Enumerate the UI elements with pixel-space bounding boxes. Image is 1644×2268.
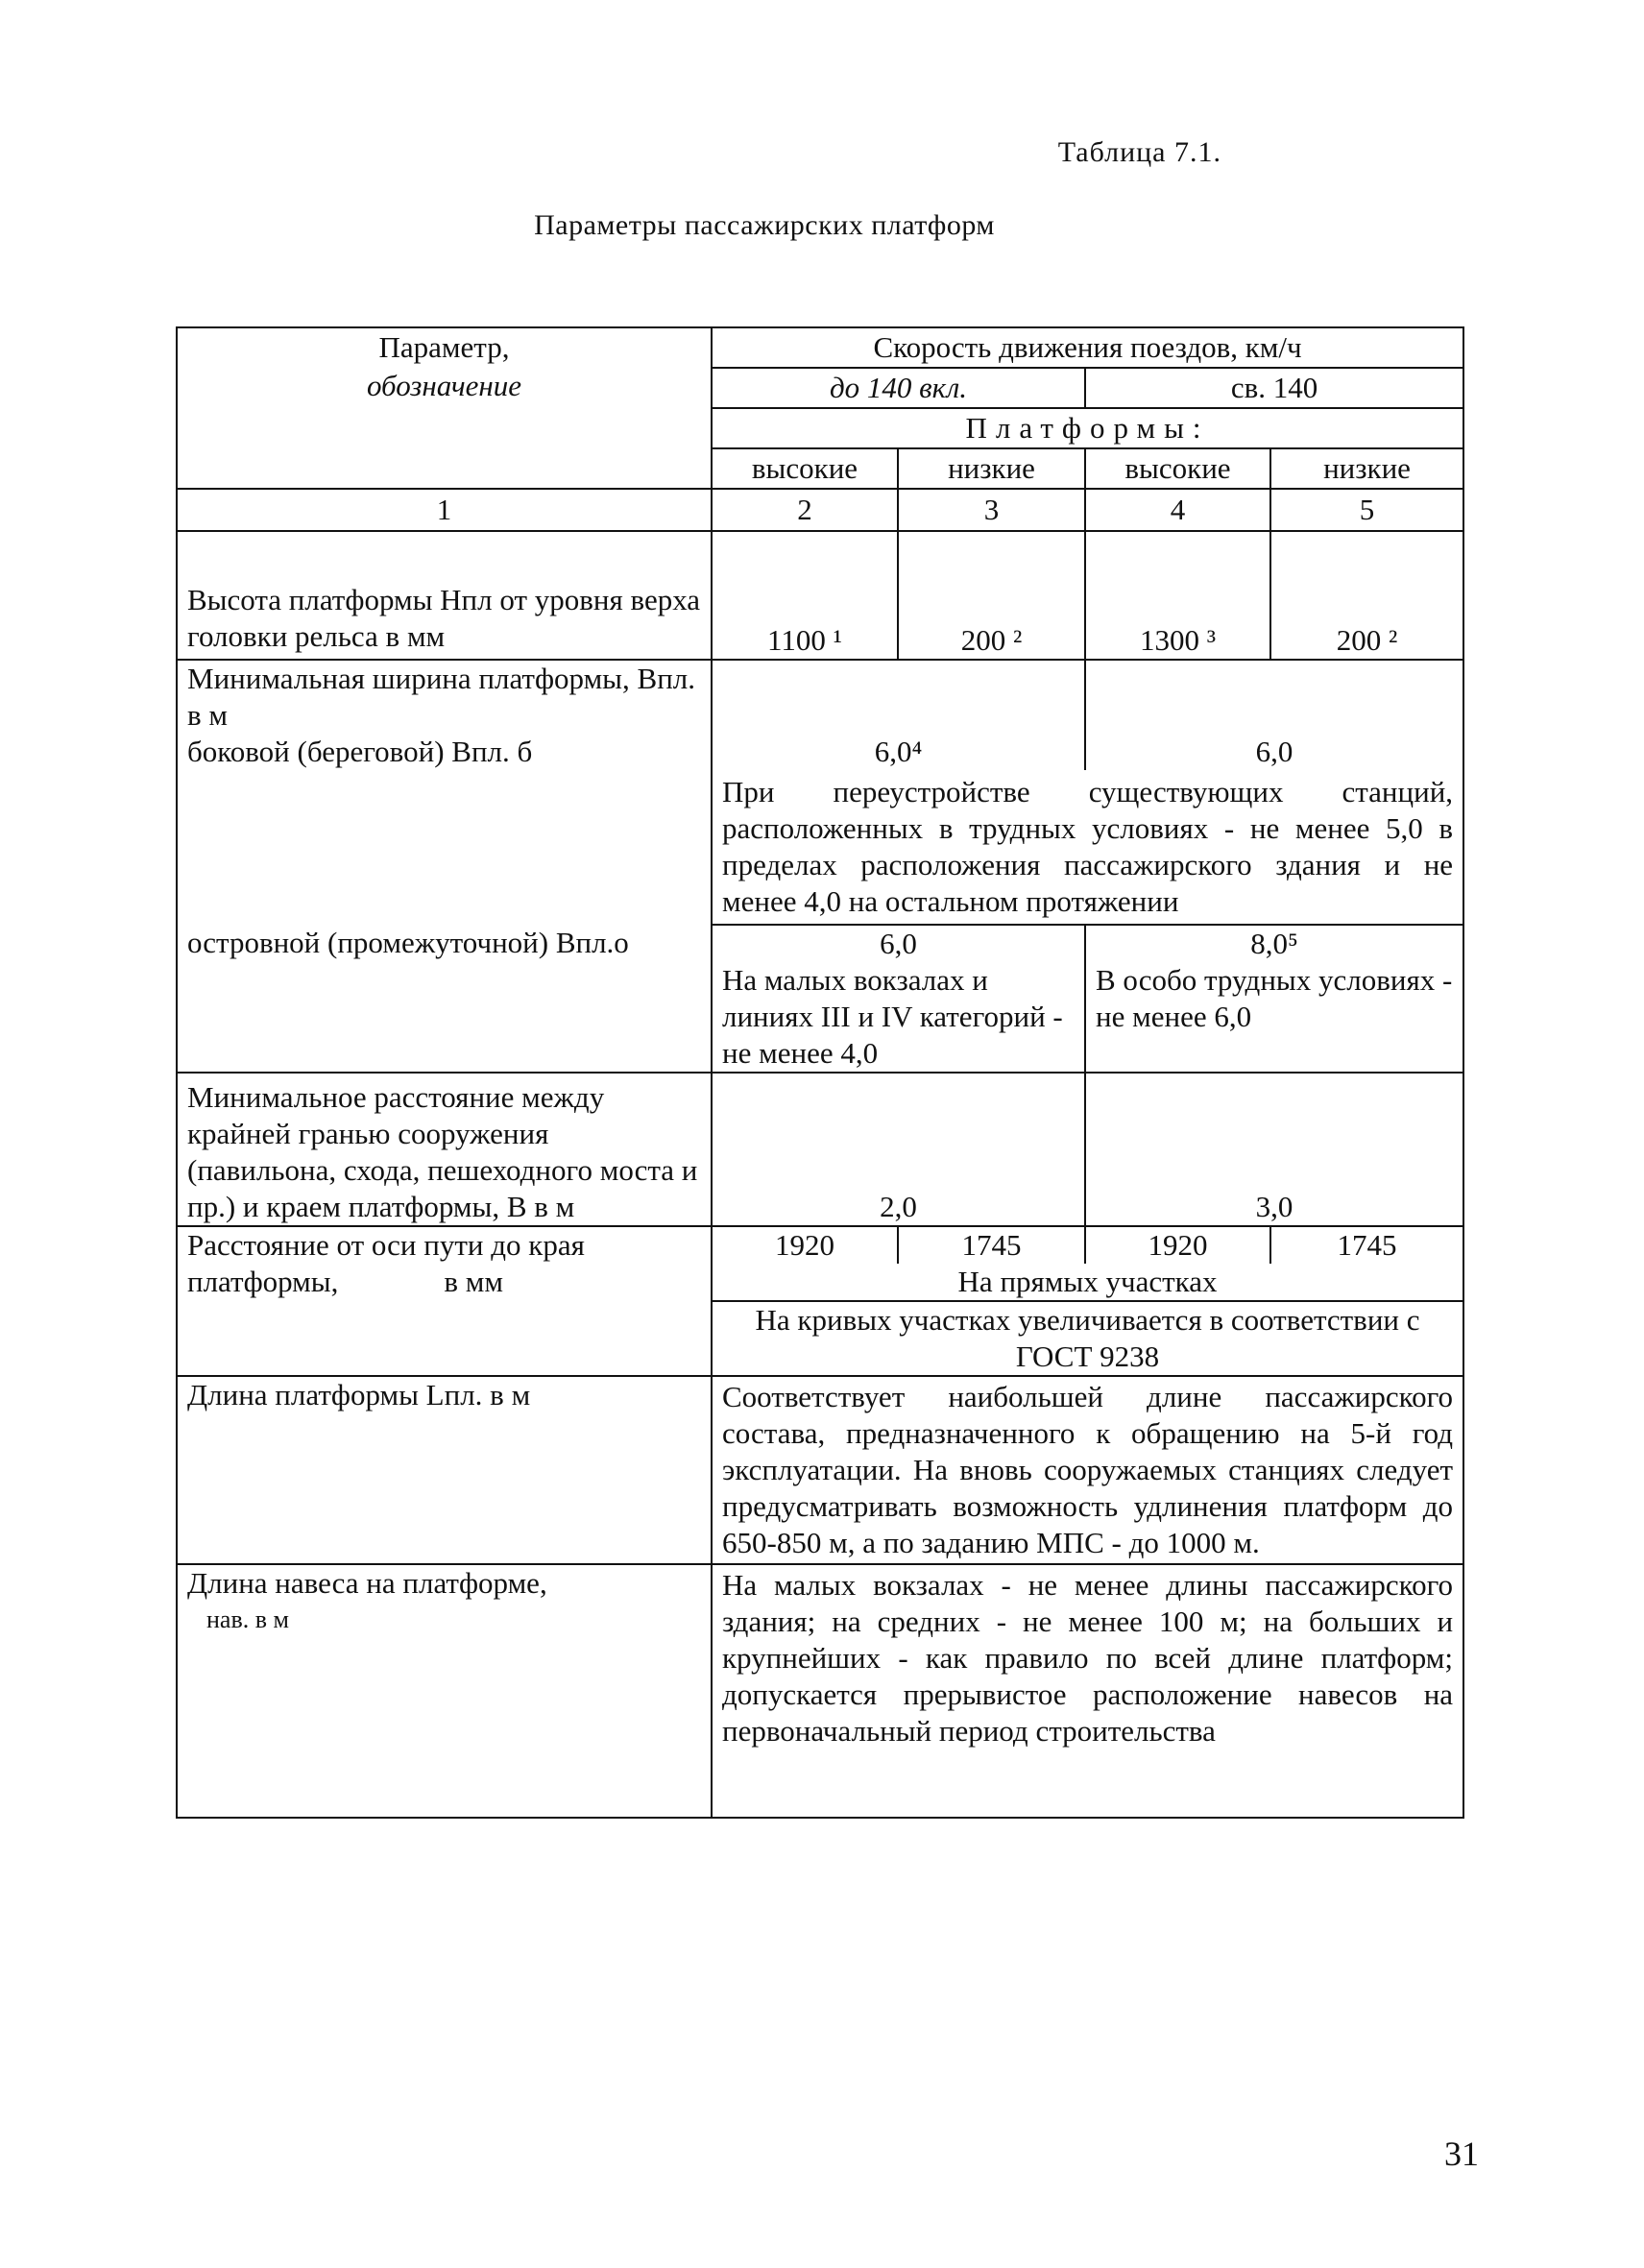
canopy-value: На малых вокзалах - не менее длины пассажирского здания; на средних - не менее 100 м; на больших и крупнейших - как правило по всей длине платформ; допускается прерывистое расположение навесов на первоначальный период строительства	[712, 1564, 1463, 1818]
distance-label: Минимальное расстояние между крайней гранью сооружения (павильона, схода, пешеходного моста и пр.) и краем платформы, В в м	[177, 1073, 712, 1226]
side-width-value-2: 6,0	[1085, 660, 1463, 770]
column-number: 5	[1270, 489, 1463, 531]
island-note-1: На малых вокзалах и линиях III и IV категорий - не менее 4,0	[722, 963, 1063, 1070]
low-platforms-1: низкие	[898, 448, 1085, 489]
height-value: 200 ²	[898, 531, 1085, 660]
side-width-note: При переустройстве существующих станций, расположенных в трудных условиях - не менее 5,0 в пределах расположения пассажирского здания и не менее 4,0 на остальном протяжении	[712, 770, 1463, 925]
axis-value: 1920	[1085, 1226, 1270, 1264]
canopy-label-cell	[177, 1564, 712, 1818]
canopy-label-line2: нав. в м	[206, 1605, 289, 1633]
table-row	[177, 1226, 1463, 1264]
distance-value-2: 3,0	[1085, 1073, 1463, 1226]
platform-parameters-table	[176, 326, 1464, 1819]
page-number: 31	[1444, 2135, 1479, 2173]
island-label: островной (промежуточной) Впл.о	[177, 925, 712, 1073]
column-number: 1	[177, 489, 712, 531]
height-value: 1300 ³	[1085, 531, 1270, 660]
high-platforms-1: высокие	[712, 448, 898, 489]
axis-label-platform: платформы,	[187, 1265, 339, 1298]
low-platforms-2: низкие	[1270, 448, 1463, 489]
axis-value: 1745	[1270, 1226, 1463, 1264]
width-label-side: боковой (береговой) Впл. б	[187, 735, 533, 768]
length-value: Соответствует наибольшей длине пассажирского состава, предназначенного к обращению на 5-й год эксплуатации. На вновь сооружаемых станциях следует предусматривать возможность удлинения платформ до 650-850 м, а по заданию МПС - до 1000 м.	[712, 1376, 1463, 1564]
axis-label-unit: в мм	[444, 1265, 504, 1298]
island-value-2: 8,0⁵	[1250, 927, 1298, 960]
axis-label-line1: Расстояние от оси пути до края	[187, 1228, 585, 1262]
island-note-2: В особо трудных условиях - не менее 6,0	[1096, 963, 1453, 1033]
width-label-cell	[177, 660, 712, 925]
high-platforms-2: высокие	[1085, 448, 1270, 489]
table-row	[177, 1564, 1463, 1818]
param-column-header	[177, 327, 712, 489]
axis-label-cell	[177, 1226, 712, 1376]
straight-sections-note: На прямых участках	[712, 1264, 1463, 1301]
column-number: 2	[712, 489, 898, 531]
table-title: Параметры пассажирских платформ	[534, 209, 995, 241]
width-label-line1: Минимальная ширина платформы, Впл. в м	[187, 662, 695, 732]
island-value-1: 6,0	[880, 927, 917, 960]
table-row	[177, 1376, 1463, 1564]
platforms-header: Платформы:	[712, 408, 1463, 448]
island-cell-2	[1085, 925, 1463, 1073]
table-number-label: Таблица 7.1.	[1057, 136, 1221, 168]
speed-header: Скорость движения поездов, км/ч	[712, 327, 1463, 368]
curved-sections-note: На кривых участках увеличивается в соответствии с ГОСТ 9238	[712, 1301, 1463, 1376]
axis-label-line2	[187, 1264, 701, 1300]
column-number: 3	[898, 489, 1085, 531]
speed-group-up-to-140: до 140 вкл.	[712, 368, 1085, 408]
param-header-line2: обозначение	[366, 369, 522, 402]
side-width-value-1: 6,0⁴	[712, 660, 1085, 770]
length-label: Длина платформы Lпл. в м	[177, 1376, 712, 1564]
height-value: 1100 ¹	[712, 531, 898, 660]
island-cell-1	[712, 925, 1085, 1073]
table-row	[177, 925, 1463, 1073]
table-row	[177, 660, 1463, 770]
param-header-line1: Параметр,	[378, 330, 510, 364]
table-row	[177, 1073, 1463, 1226]
table-row	[177, 531, 1463, 660]
height-value: 200 ²	[1270, 531, 1463, 660]
speed-group-over-140: св. 140	[1085, 368, 1463, 408]
canopy-label-line1: Длина навеса на платформе,	[187, 1566, 547, 1600]
height-label: Высота платформы Нпл от уровня верха головки рельса в мм	[177, 531, 712, 660]
axis-value: 1920	[712, 1226, 898, 1264]
axis-value: 1745	[898, 1226, 1085, 1264]
column-number: 4	[1085, 489, 1270, 531]
distance-value-1: 2,0	[712, 1073, 1085, 1226]
